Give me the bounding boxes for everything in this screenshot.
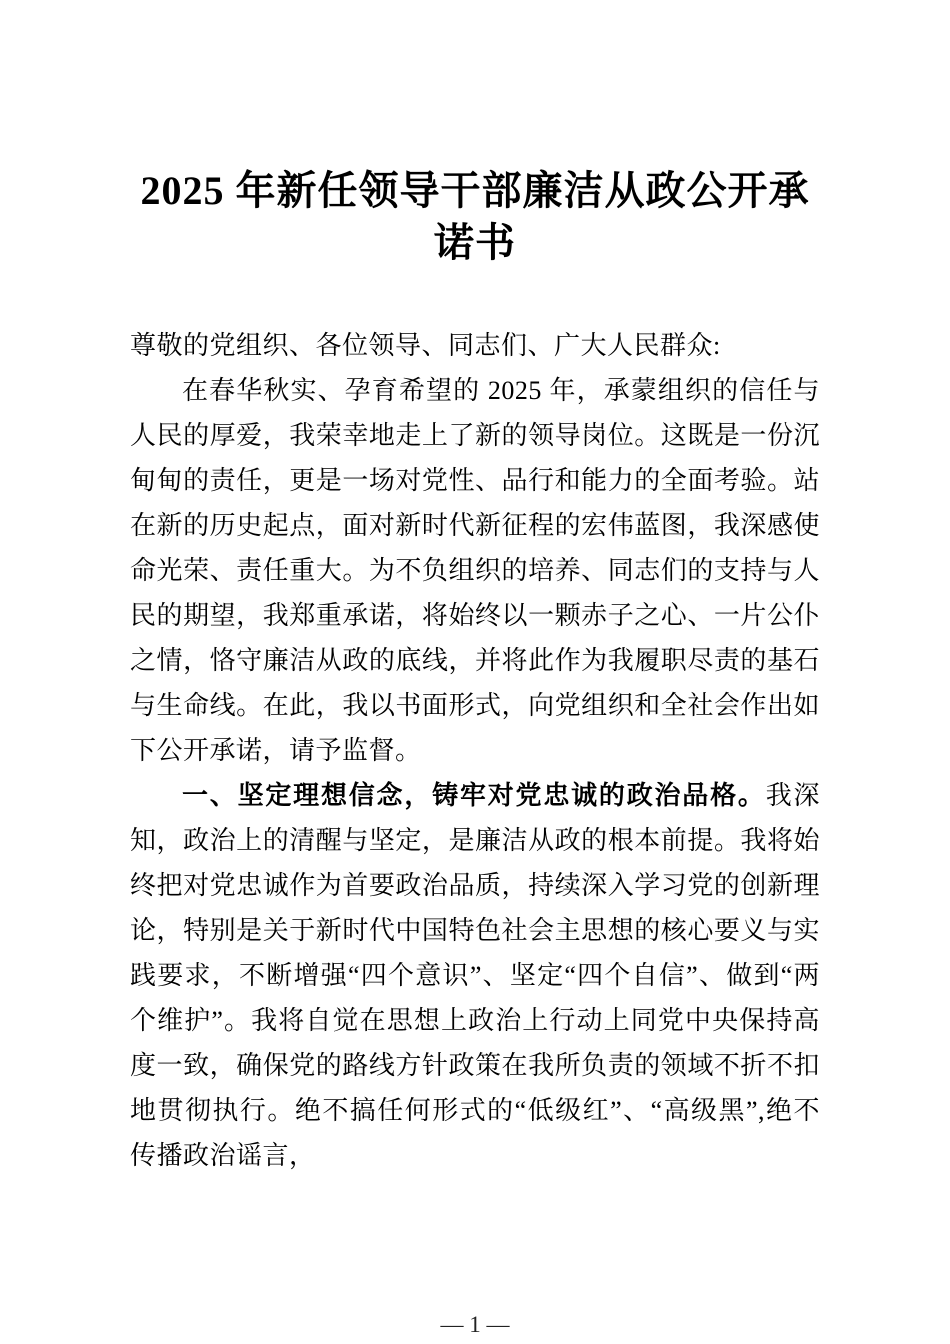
page-number: — 1 — [440,1312,510,1337]
paragraph-section-1 [130,773,820,1178]
paragraph-opening [130,368,820,773]
salutation-line: 尊敬的党组织、各位领导、同志们、广大人民群众: [130,331,721,360]
document-title [0,0,950,269]
section-1-text: 我深知，政治上的清醒与坚定，是廉洁从政的根本前提。我将始终把对党忠诚作为首要政治品质，持续深入学习党的创新理论，特别是关于新时代中国特色社会主思想的核心要义与实践要求，不断增强“四个意识”、坚定“四个自信”、做到“两个维护”。我将自觉在思想上政治上行动上同党中央保持高度一致，确保党的路线方针政策在我所负责的领域不折不扣地贯彻执行。绝不搞任何形式的“低级红”、“高级黑”,绝不传播政治谣言， [130,781,820,1170]
title-line-2: 诺书 [434,220,516,265]
section-1-heading: 一、坚定理想信念，铸牢对党忠诚的政治品格。 [182,780,766,810]
page-footer [0,1310,950,1340]
title-line-1: 2025 年新任领导干部廉洁从政公开承 [140,168,810,213]
paragraph-opening-text: 在春华秋实、孕育希望的 2025 年，承蒙组织的信任与人民的厚爱，我荣幸地走上了新的领导岗位。这既是一份沉甸甸的责任，更是一场对党性、品行和能力的全面考验。站在新的历史起点，面对新时代新征程的宏伟蓝图，我深感使命光荣、责任重大。为不负组织的培养、同志们的支持与人民的期望，我郑重承诺，将始终以一颗赤子之心、一片公仆之情，恪守廉洁从政的底线，并将此作为我履职尽责的基石与生命线。在此，我以书面形式，向党组织和全社会作出如下公开承诺，请予监督。 [130,376,820,765]
document-body [130,323,820,1178]
